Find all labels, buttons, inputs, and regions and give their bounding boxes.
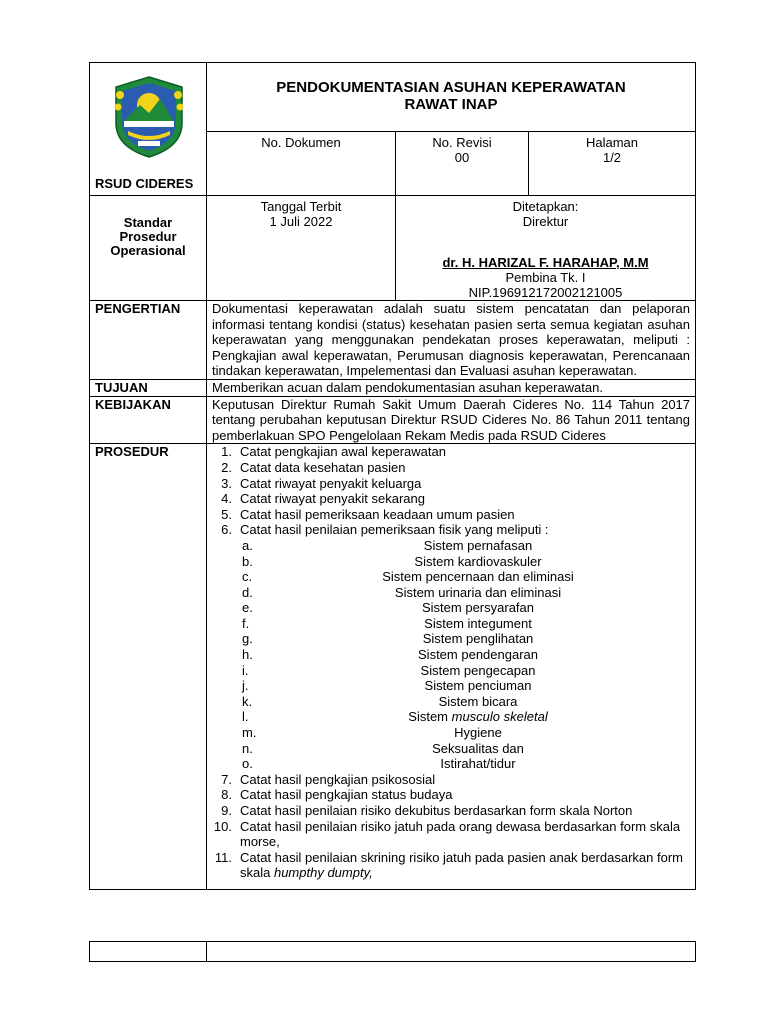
prosedur-sublist xyxy=(212,538,690,772)
procedure-substep xyxy=(212,585,690,601)
procedure-substep-number: m. xyxy=(242,725,257,741)
procedure-step xyxy=(212,444,690,460)
tanggal-value: 1 Juli 2022 xyxy=(269,214,333,229)
procedure-substep xyxy=(212,741,690,757)
procedure-substep-number: g. xyxy=(242,631,253,647)
procedure-substep-text: Sistem penciuman xyxy=(424,678,532,694)
procedure-substep-number: e. xyxy=(242,600,253,616)
footer-cell-right xyxy=(207,942,696,962)
procedure-step xyxy=(212,491,690,507)
procedure-step-number: 2. xyxy=(221,459,232,475)
procedure-step-number: 4. xyxy=(221,491,232,507)
procedure-substep-text: Hygiene xyxy=(454,725,502,741)
halaman-value: 1/2 xyxy=(602,149,622,165)
procedure-substep xyxy=(212,616,690,632)
procedure-substep-text: Sistem penglihatan xyxy=(422,631,534,647)
procedure-step xyxy=(212,772,690,788)
procedure-step xyxy=(212,850,690,881)
procedure-step-number: 8. xyxy=(221,787,232,803)
procedure-substep xyxy=(212,694,690,710)
title-cell xyxy=(207,63,696,132)
title-line-2: RAWAT INAP xyxy=(404,96,498,113)
procedure-substep-text: Istirahat/tidur xyxy=(440,756,516,772)
procedure-step xyxy=(212,507,690,523)
procedure-step-text: Catat data kesehatan pasien xyxy=(240,459,406,475)
procedure-substep-number: k. xyxy=(242,693,253,709)
footer-table-wrap xyxy=(89,941,695,962)
kebijakan-text: Keputusan Direktur Rumah Sakit Umum Daerah Cideres No. 114 Tahun 2017 tentang perubahan keputusan Direktur RSUD Cideres No. 86 Tahun 2011 tentang pemberlakuan SPO Pengelolaan Rekam Medis pada RSUD Cideres xyxy=(207,396,696,444)
procedure-substep-text: Sistem pengecapan xyxy=(420,662,536,678)
procedure-substep-number: j. xyxy=(242,678,249,694)
procedure-step-number: 3. xyxy=(221,475,232,491)
tanggal-cell xyxy=(207,196,396,301)
hospital-logo xyxy=(110,75,188,159)
procedure-step-number: 6. xyxy=(221,522,232,538)
procedure-substep-text: Sistem pernafasan xyxy=(423,537,533,553)
doc-type-line-3: Operasional xyxy=(110,243,186,258)
prosedur-list-continued xyxy=(212,772,690,881)
procedure-step-emphasis: humpthy dumpty, xyxy=(273,865,373,881)
procedure-substep xyxy=(212,663,690,679)
procedure-substep xyxy=(212,725,690,741)
procedure-substep xyxy=(212,538,690,554)
procedure-substep xyxy=(212,709,690,725)
procedure-step-text: Catat hasil penilaian pemeriksaan fisik yang meliputi : xyxy=(240,522,549,538)
hospital-name: RSUD CIDERES xyxy=(95,176,194,191)
procedure-step-text: Catat hasil pemeriksaan keadaan umum pasien xyxy=(240,506,515,522)
procedure-substep-text: Sistem xyxy=(408,709,452,725)
procedure-substep-text: Sistem urinaria dan eliminasi xyxy=(394,584,562,600)
procedure-step-text: Catat pengkajian awal keperawatan xyxy=(240,444,446,460)
footer-table xyxy=(89,941,696,962)
kebijakan-label: KEBIJAKAN xyxy=(90,396,207,444)
procedure-substep-number: n. xyxy=(242,740,253,756)
footer-cell-left xyxy=(90,942,207,962)
procedure-step-number: 7. xyxy=(221,771,232,787)
procedure-step-text: Catat hasil penilaian skrining risiko jatuh pada pasien anak berdasarkan form skala xyxy=(240,849,683,881)
procedure-substep-number: f. xyxy=(242,615,250,631)
procedure-step xyxy=(212,522,690,538)
procedure-substep-number: a. xyxy=(242,537,253,553)
tanggal-label: Tanggal Terbit xyxy=(260,199,342,214)
procedure-step-number: 5. xyxy=(221,506,232,522)
procedure-substep-number: o. xyxy=(242,756,253,772)
procedure-substep-number: c. xyxy=(242,569,253,585)
no-revisi-cell xyxy=(396,131,529,196)
procedure-step-text: Catat hasil penilaian risiko dekubitus berdasarkan form skala Norton xyxy=(240,803,633,818)
procedure-substep xyxy=(212,600,690,616)
no-revisi-label: No. Revisi xyxy=(432,134,492,150)
procedure-substep-number: i. xyxy=(242,662,249,678)
procedure-substep-text: Sistem pendengaran xyxy=(418,647,538,663)
procedure-substep-emphasis: musculo skeletal xyxy=(451,709,548,725)
procedure-substep-text: Sistem persyarafan xyxy=(422,600,534,616)
no-revisi-value: 00 xyxy=(454,149,470,165)
halaman-label: Halaman xyxy=(585,134,639,150)
procedure-step-number: 10. xyxy=(213,818,232,834)
procedure-substep-text: Sistem kardiovaskuler xyxy=(414,553,542,569)
procedure-step-number: 11. xyxy=(214,849,232,865)
procedure-step xyxy=(212,460,690,476)
procedure-substep xyxy=(212,647,690,663)
procedure-step-text: Catat hasil penilaian risiko jatuh pada orang dewasa berdasarkan form skala morse, xyxy=(240,818,681,850)
doc-type-cell xyxy=(90,196,207,301)
procedure-substep-number: l. xyxy=(242,709,249,725)
procedure-substep-text: Sistem pencernaan dan eliminasi xyxy=(382,569,574,585)
procedure-substep xyxy=(212,569,690,585)
tujuan-label: TUJUAN xyxy=(90,379,207,396)
no-dokumen-label: No. Dokumen xyxy=(261,134,341,150)
tujuan-text: Memberikan acuan dalam pendokumentasian asuhan keperawatan. xyxy=(207,379,696,396)
pengertian-label: PENGERTIAN xyxy=(90,301,207,380)
doc-type-line-2: Prosedur xyxy=(119,229,177,244)
procedure-substep-number: b. xyxy=(242,553,253,569)
procedure-step-number: 1. xyxy=(221,444,232,460)
prosedur-cell xyxy=(207,444,696,890)
procedure-substep xyxy=(212,631,690,647)
procedure-substep-text: Sistem integument xyxy=(424,615,532,631)
procedure-substep xyxy=(212,756,690,772)
procedure-substep xyxy=(212,678,690,694)
procedure-substep-number: d. xyxy=(242,584,253,600)
procedure-step xyxy=(212,787,690,803)
procedure-substep xyxy=(212,554,690,570)
ditetapkan-cell xyxy=(396,196,696,301)
signer-nip: NIP.196912172002121005 xyxy=(468,285,623,300)
procedure-step xyxy=(212,803,690,819)
halaman-cell xyxy=(529,131,696,196)
sop-document xyxy=(89,62,695,890)
pengertian-text: Dokumentasi keperawatan adalah suatu sistem pencatatan dan pelaporan informasi tentang kondisi (status) kesehatan pasien serta semua kegiatan asuhan keperawatan yang menggunakan pendekatan proses keperawatan, meliputi : Pengkajian awal keperawatan, Perumusan diagnosis keperawatan, Perencanaan tindakan keperawatan, Impelementasi dan Evaluasi asuhan keperawatan. xyxy=(207,301,696,380)
procedure-step xyxy=(212,476,690,492)
logo-cell xyxy=(90,63,207,196)
procedure-substep-text: Seksualitas dan xyxy=(432,740,524,756)
procedure-substep-text: Sistem bicara xyxy=(438,693,518,709)
no-dokumen-cell xyxy=(207,131,396,196)
procedure-substep-number: h. xyxy=(242,647,253,663)
ditetapkan-label: Ditetapkan: xyxy=(512,199,579,214)
procedure-step-text: Catat riwayat penyakit sekarang xyxy=(240,491,425,507)
ditetapkan-role: Direktur xyxy=(522,214,569,229)
title-line-1: PENDOKUMENTASIAN ASUHAN KEPERAWATAN xyxy=(276,79,626,96)
procedure-step-text: Catat hasil pengkajian status budaya xyxy=(240,787,453,803)
procedure-step-text: Catat hasil pengkajian psikososial xyxy=(240,771,436,787)
procedure-step-text: Catat riwayat penyakit keluarga xyxy=(240,475,422,491)
prosedur-list xyxy=(212,444,690,538)
doc-type-line-1: Standar xyxy=(123,215,173,230)
procedure-step-number: 9. xyxy=(221,803,232,818)
signer-rank: Pembina Tk. I xyxy=(505,270,586,285)
signer-name: dr. H. HARIZAL F. HARAHAP, M.M xyxy=(442,255,649,270)
prosedur-label: PROSEDUR xyxy=(90,444,207,890)
sop-header-table xyxy=(89,62,696,890)
procedure-step xyxy=(212,819,690,850)
